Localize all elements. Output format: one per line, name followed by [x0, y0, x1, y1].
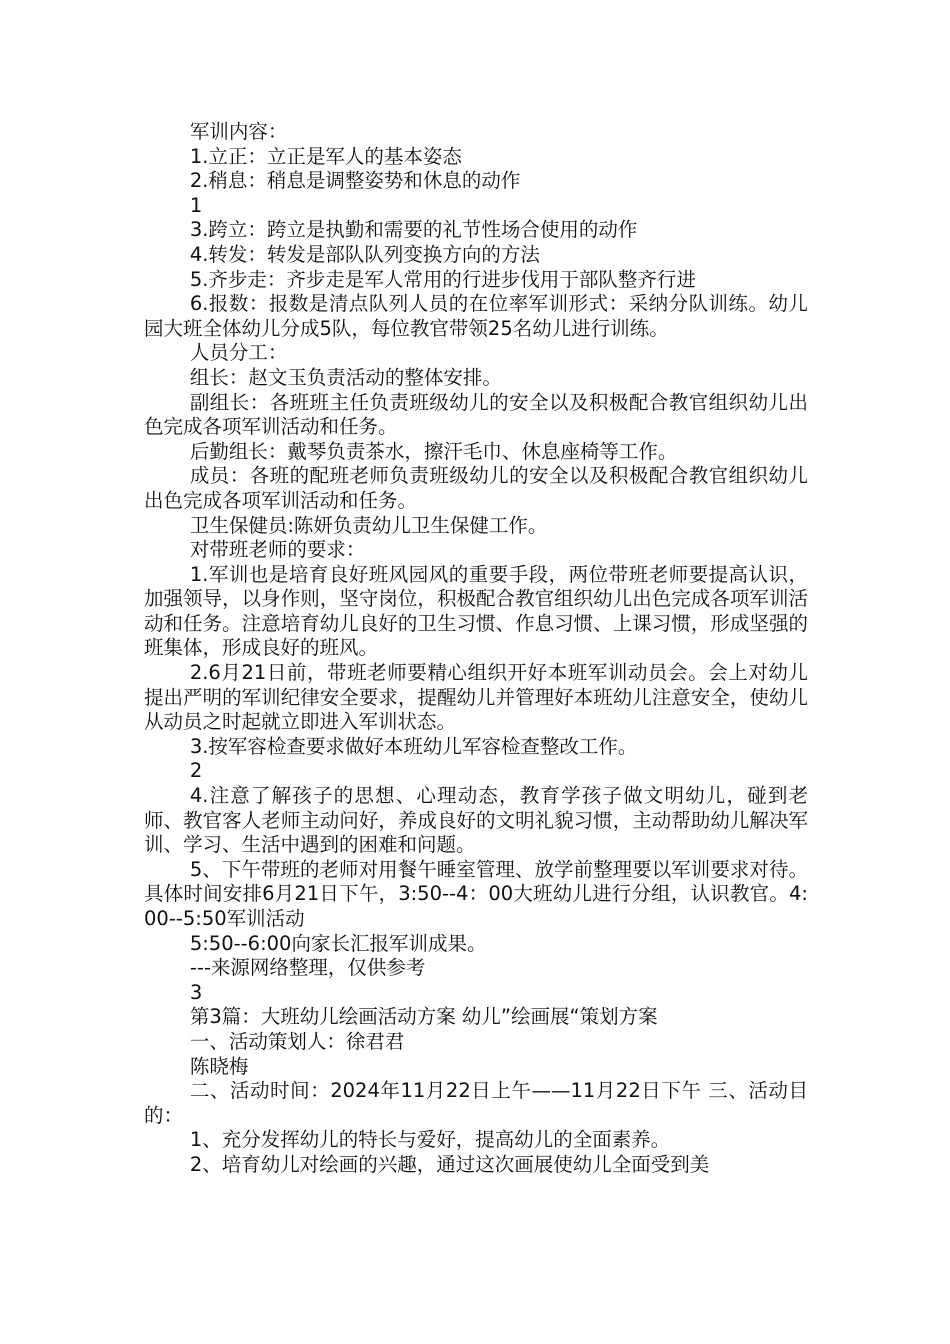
paragraph: 对带班老师的要求：: [189, 538, 366, 562]
paragraph: 6.报数：报数是清点队列人员的在位率军训形式：采纳分队训练。幼儿园大班全体幼儿分成5队，每位教官带领25名幼儿进行训练。: [144, 292, 808, 340]
paragraph: 5:50--6:00向家长汇报军训成果。: [189, 931, 487, 955]
paragraph: 组长：赵文玉负责活动的整体安排。: [189, 365, 502, 389]
paragraph: 1.立正：立正是军人的基本姿态: [189, 144, 462, 168]
paragraph: 1.军训也是培育良好班风园风的重要手段，两位带班老师要提高认识，加强领导，以身作则，坚守岗位，积极配合教官组织幼儿出色完成各项军训活动和任务。注意培育幼儿良好的卫生习惯、作息习惯、上课习惯，形成坚强的班集体，形成良好的班风。: [144, 562, 808, 660]
page-number: 2: [189, 759, 203, 783]
paragraph: 5、下午带班的老师对用餐午睡室管理、放学前整理要以军训要求对待。具体时间安排6月21日下午，3:50--4：00大班幼儿进行分组，认识教官。4:00--5:50军训活动: [144, 857, 808, 930]
paragraph: 3.跨立：跨立是执勤和需要的礼节性场合使用的动作: [189, 218, 638, 242]
paragraph: 二、活动时间：2024年11月22日上午——11月22日下午 三、活动目的：: [144, 1079, 808, 1127]
paragraph: 一、活动策划人：徐君君: [189, 1029, 405, 1053]
paragraph: 4.注意了解孩子的思想、心理动态，教育学孩子做文明幼儿，碰到老师、教官客人老师主动问好，养成良好的文明礼貌习惯，主动帮助幼儿解决军训、学习、生活中遇到的困难和问题。: [144, 784, 808, 857]
paragraph: 3.按军容检查要求做好本班幼儿军容检查整改工作。: [189, 734, 638, 758]
page-number: 1: [189, 193, 203, 217]
paragraph: 陈晓梅: [189, 1054, 249, 1078]
paragraph: 2.稍息：稍息是调整姿势和休息的动作: [189, 169, 521, 193]
paragraph: ---来源网络整理，仅供参考: [189, 956, 426, 980]
paragraph: 2.6月21日前，带班老师要精心组织开好本班军训动员会。会上对幼儿提出严明的军训纪律安全要求，提醒幼儿并管理好本班幼儿注意安全，使幼儿从动员之时起就立即进入军训状态。: [144, 661, 808, 734]
page-number: 3: [189, 980, 203, 1004]
paragraph: 副组长：各班班主任负责班级幼儿的安全以及积极配合教官组织幼儿出色完成各项军训活动和任务。: [144, 390, 808, 439]
paragraph: 人员分工：: [189, 341, 288, 365]
paragraph: 5.齐步走：齐步走是军人常用的行进步伐用于部队整齐行进: [189, 267, 696, 291]
paragraph: 卫生保健员:陈妍负责幼儿卫生保健工作。: [189, 513, 548, 537]
paragraph: 2、培育幼儿对绘画的兴趣，通过这次画展使幼儿全面受到美: [189, 1152, 710, 1176]
paragraph: 1、充分发挥幼儿的特长与爱好，提高幼儿的全面素养。: [189, 1128, 671, 1152]
paragraph: 4.转发：转发是部队队列变换方向的方法: [189, 242, 540, 266]
paragraph: 成员：各班的配班老师负责班级幼儿的安全以及积极配合教官组织幼儿出色完成各项军训活动和任务。: [144, 464, 808, 512]
paragraph: 后勤组长：戴琴负责茶水，擦汗毛巾、休息座椅等工作。: [189, 439, 678, 463]
section-heading: 第3篇：大班幼儿绘画活动方案 幼儿”绘画展“策划方案: [189, 1005, 658, 1029]
paragraph: 军训内容：: [189, 120, 288, 143]
document-body: [144, 120, 808, 1178]
